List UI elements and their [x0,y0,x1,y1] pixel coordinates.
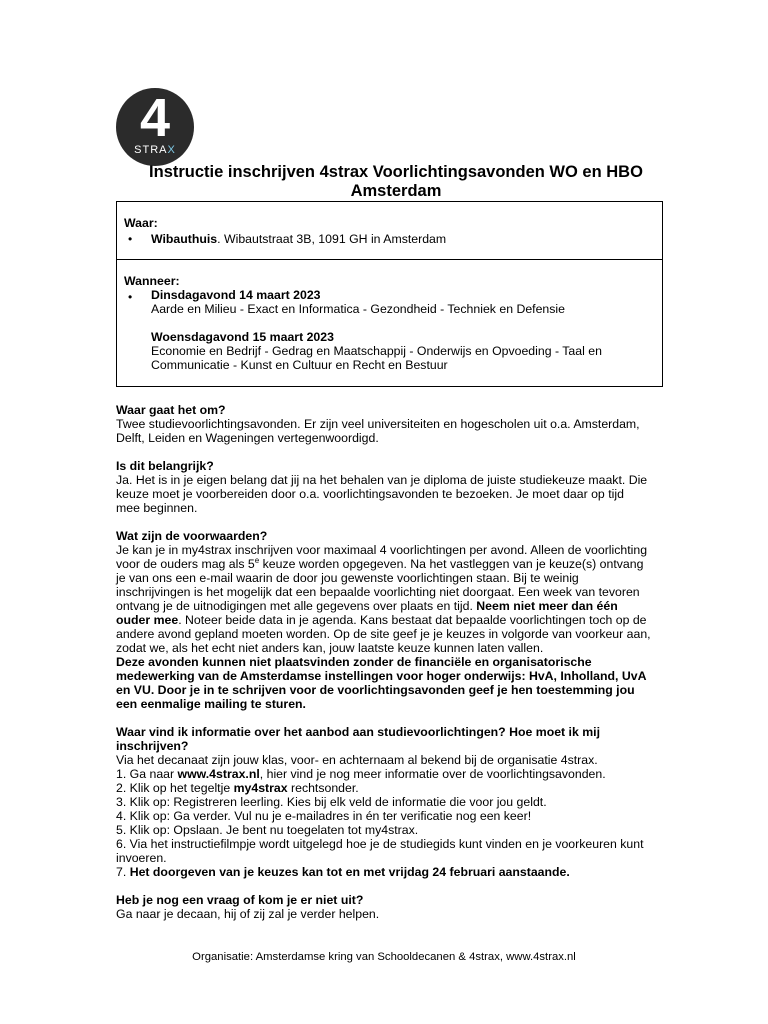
section-belangrijk: Is dit belangrijk? Ja. Het is in je eigen belang dat jij na het behalen van je diploma de juiste studiekeuze maakt. Die keuze moet je voorbereiden door o.a. voorlichtingsavonden te bezoeken. Je moet daar op tijd mee beginnen. [116,459,676,515]
4strax-logo [116,88,194,166]
waar-location: Wibauthuis. Wibautstraat 3B, 1091 GH in Amsterdam [151,232,447,246]
info-box [116,201,663,387]
day2-topics-line1: Economie en Bedrijf - Gedrag en Maatschappij - Onderwijs en Opvoeding - Taal en [151,344,602,358]
step-5: 5. Klik op: Opslaan. Je bent nu toegelaten tot my4strax. [116,823,419,837]
wanneer-label: Wanneer: [124,274,180,288]
section-vraag: Heb je nog een vraag of kom je er niet uit? Ga naar je decaan, hij of zij zal je verder helpen. [116,893,676,921]
step-7: 7. Het doorgeven van je keuzes kan tot en met vrijdag 24 februari aanstaande. [116,865,570,879]
step-4: 4. Klik op: Ga verder. Vul nu je e-mailadres in én ter verificatie nog een keer! [116,809,532,823]
section-heading: Heb je nog een vraag of kom je er niet uit? [116,893,364,907]
step-1: 1. Ga naar www.4strax.nl, hier vind je nog meer informatie over de voorlichtingsavonden. [116,767,606,781]
section-waar-gaat-het-om: Waar gaat het om? Twee studievoorlichtingsavonden. Er zijn veel universiteiten en hogescholen uit o.a. Amsterdam, Delft, Leiden en Wageningen vertegenwoordigd. [116,403,676,445]
bullet-icon: • [128,232,133,246]
step-2: 2. Klik op het tegeltje my4strax rechtsonder. [116,781,359,795]
day2-topics-line2: Communicatie - Kunst en Cultuur en Recht en Bestuur [151,358,448,372]
bullet-icon: • [128,290,133,304]
day1-date: Dinsdagavond 14 maart 2023 [151,288,321,302]
waar-label: Waar: [124,216,158,230]
step-6: 6. Via het instructiefilmpje wordt uitgelegd hoe je de studiegids kunt vinden en je voorkeuren kunt [116,837,644,851]
section-heading: Waar vind ik informatie over het aanbod aan studievoorlichtingen? Hoe moet ik mij [116,725,600,739]
section-heading: Waar gaat het om? [116,403,226,417]
day2-date: Woensdagavond 15 maart 2023 [151,330,334,344]
section-heading: Wat zijn de voorwaarden? [116,529,268,543]
website-link[interactable]: www.4strax.nl [177,767,260,781]
section-informatie-inschrijven: Waar vind ik informatie over het aanbod aan studievoorlichtingen? Hoe moet ik mij inschrijven? Via het decanaat zijn jouw klas, voor- en achternaam al bekend bij de organisatie 4strax. 1. Ga naar www.4strax.nl, hier vind je nog meer informatie over de voorlichtingsavonden. 2. Klik op het tegeltje my4strax rechtsonder. 3. Klik op: Registreren leerling. Kies bij elk veld de informatie die voor jou geldt. 4. Klik op: Ga verder. Vul nu je e-mailadres in én ter verificatie nog een keer! 5. Klik op: Opslaan. Je bent nu toegelaten tot my4strax. 6. Via het instructiefilmpje wordt uitgelegd hoe je de studiegids kunt vinden en je voorkeuren kunt invoeren. 7. Het doorgeven van je keuzes kan tot en met vrijdag 24 februari aanstaande. [116,725,676,879]
section-heading: Is dit belangrijk? [116,459,214,473]
section-voorwaarden: Wat zijn de voorwaarden? Je kan je in my4strax inschrijven voor maximaal 4 voorlichtingen per avond. Alleen de voorlichting voor de ouders mag als 5e keuze worden opgegeven. Na het vastleggen van je keuze(s) ontvang je van ons een e-mail waarin de door jou gewenste voorlichtingen staan. Bij te weinig inschrijvingen is het mogelijk dat een bepaalde voorlichting niet doorgaat. Een week van tevoren ontvang je de uitnodigingen met alle gegevens over plaats en tijd. Neem niet meer dan één ouder mee. Noteer beide data in je agenda. Kans bestaat dat bepaalde voorlichtingen toch op de andere avond gepland moeten worden. Op de site geef je je keuzes in volgorde van voorkeur aan, zodat we, als het echt niet anders kan, jouw laatste keuze kunnen laten vallen. Deze avonden kunnen niet plaatsvinden zonder de financiële en organisatorische medewerking van de Amsterdamse instellingen voor hoger onderwijs: HvA, Inholland, UvA en VU. Door je in te schrijven voor de voorlichtingsavonden geef je hen toestemming jou een eenmalige mailing te sturen. [116,529,676,711]
box-divider [117,259,662,260]
logo-brand: STRAX [134,144,176,156]
step-3: 3. Klik op: Registreren leerling. Kies bij elk veld de informatie die voor jou geldt. [116,795,547,809]
page-footer: Organisatie: Amsterdamse kring van Schooldecanen & 4strax, www.4strax.nl [192,951,576,963]
logo-number: 4 [139,88,171,148]
page-title: Instructie inschrijven 4strax Voorlichtingsavonden WO en HBO Amsterdam [149,163,643,200]
day1-topics: Aarde en Milieu - Exact en Informatica - Gezondheid - Techniek en Defensie [151,302,565,316]
